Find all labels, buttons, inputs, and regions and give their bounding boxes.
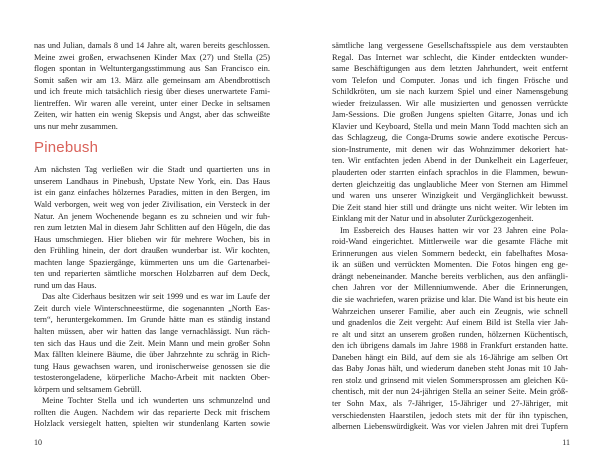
text-line: das Schlagzeug, die Conga-Drums sowie andere exotische Percus-	[332, 133, 568, 143]
text-line: nas und Julian, damals 8 und 14 Jahre alt, waren bereits geschlossen.	[34, 41, 270, 50]
left-page-text	[34, 40, 270, 430]
text-line: Somit saßen wir am 13. März alle gemeinsam am Abendbrottisch	[34, 75, 270, 85]
text-line: re alt und sitzt an unserem großen runden, hölzernen Küchentisch,	[332, 329, 568, 339]
text-line: Max fällten kleinere Bäume, die über Jahrzehnte zu schräg in Rich-	[34, 350, 270, 360]
text-line: verschiedensten Haarstilen, jedoch stets mit der für ihn typischen,	[332, 410, 568, 420]
text-line: rollten die Augen. Nachdem wir das reparierte Deck mit frischem	[34, 407, 270, 417]
text-line: same Beschäftigungen aus dem letzten Jahrhundert, weit entfernt	[332, 64, 568, 74]
text-line: derten gleichzeitig das unglaubliche Meer von Sternen am Himmel	[332, 179, 568, 189]
text-line: chentisch, mit der nun 24-jährigen Stella an seiner Seite. Mein größ-	[332, 387, 568, 397]
text-line: und ich freute mich tatsächlich riesig über dieses unerwartete Fami-	[34, 87, 270, 97]
text-line: Wahrzeichen unserer Familie, aber auch ein Zeugnis, wie schnell	[332, 306, 568, 316]
text-line: ren stolz und grinsend mit vielen Sommersprossen am gleichen Kü-	[332, 375, 568, 385]
text-line: das Baby Jonas hält, und wiederum daneben steht Jonas mit 10 Jah-	[332, 364, 568, 374]
text-line: Jam-Sessions. Die großen Jungens spielten Gitarre, Jonas und ich	[332, 110, 568, 120]
text-line: Das alte Ciderhaus besitzen wir seit 1999 und es war im Laufe der	[42, 292, 270, 302]
text-line: unserem Landhaus in Pinebush, Upstate New York, ein. Das Haus	[34, 176, 270, 186]
paragraph-intro	[34, 40, 270, 132]
text-line: sämtliche lang vergessene Gesellschaftsspiele aus dem verstaubten	[332, 41, 568, 50]
text-line: Einklang mit der Natur und in absoluter Zurückgezogenheit.	[332, 214, 534, 224]
text-line: ten. Wir entfachten jeden Abend in der Dunkelheit ein Lagerfeuer,	[332, 156, 568, 166]
section-heading: Pinebush	[34, 139, 99, 157]
text-line: Holzlack versiegelt hatten, spielten wir stundenlang Karten sowie	[34, 419, 270, 429]
text-line: roid-Wand eingerichtet. Mittlerweile war die gesamte Fläche mit	[332, 237, 568, 247]
text-line: wieder freizulassen. Wir alle musizierten und genossen verrückte	[332, 98, 568, 108]
text-line: ren zum letzten Mal in diesem Jahr Schlitten auf den Hügeln, die das	[34, 223, 270, 233]
text-line: testosterongeladene, körperliche Macho-Arbeit mit nackten Ober-	[34, 373, 270, 383]
text-line: Schildkröten, um sie nach kurzem Spiel und einer Namensgebung	[332, 87, 568, 97]
right-page	[300, 0, 600, 467]
text-line: ten und reparierten sämtliche morschen Holzbarren auf dem Deck,	[34, 269, 270, 279]
text-line: Klavier und Keyboard, Stella und mein Mann Todd machten sich an	[332, 121, 568, 131]
text-line: Natur. An jenem Wochenende begann es zu schneien und wir fuh-	[34, 211, 270, 221]
text-line: rund um das Haus.	[34, 280, 97, 290]
text-line: flogen spontan in Weltuntergangsstimmung aus San Francisco ein.	[34, 64, 270, 74]
text-line: vom Telefon und Computer. Jonas und ich fingen Frösche und	[332, 75, 568, 85]
text-line: Am nächsten Tag verließen wir die Stadt und quartierten uns in	[34, 165, 270, 175]
text-line: Im Essbereich des Hauses hatten wir vor 23 Jahren eine Pola-	[340, 225, 568, 235]
text-line: den ich übrigens damals im Jahre 1988 in Frankfurt erstanden hatte.	[332, 341, 568, 351]
text-line: und waren uns unserer Winzigkeit und Vergänglichkeit bewusst.	[332, 191, 568, 201]
text-line: uns nur mehr zusammen.	[34, 121, 118, 131]
text-line: ten sich das Haus und die Zeit. Mein Mann und mein großer Sohn	[34, 338, 270, 348]
text-line: ter Sohn Max, als 7-Jähriger, 15-Jähriger und 27-Jähriger, mit	[332, 398, 568, 408]
text-line: und gnadenlos die Zeit vergeht: Auf einem Bild ist Stella vier Jah-	[332, 318, 568, 328]
text-line: lientreffen. Wir waren alle vereint, unter einer Decke in seltsamen	[34, 98, 270, 108]
page-number-right: 11	[562, 438, 570, 447]
text-line: Die Zeit stand hier still und drängte uns nicht weiter. Wir lebten im	[332, 202, 568, 212]
text-line: sion-Instrumente, mit denen wir das Wohnzimmer dekoriert hat-	[332, 144, 568, 154]
text-line: Meine zwei großen, erwachsenen Kinder Max (27) und Stella (25)	[34, 52, 270, 62]
text-line: Zeit durch viele Winterschneestürme, die sogenannten „North Eas-	[34, 303, 270, 313]
text-line: Haus umschmiegen. Hier blieben wir für mehrere Wochen, bis in	[34, 234, 270, 244]
text-line: machten lange Spaziergänge, kümmerten uns um die Gartenarbei-	[34, 257, 270, 267]
page-number-left: 10	[34, 438, 42, 447]
text-line: Meine Tochter Stella und ich wunderten uns schmunzelnd und	[42, 396, 270, 406]
text-line: die sie wachriefen, waren präzise und klar. Die Wand ist bis heute ein	[332, 295, 568, 305]
right-page-text	[332, 40, 568, 433]
paragraph-body	[34, 164, 270, 430]
text-line: chen Jahren vor der Millenniumwende. Aber die Erinnerungen,	[332, 283, 568, 293]
text-line: ik an süßen und verrückten Momenten. Die Fotos hingen eng ge-	[332, 260, 568, 270]
text-line: Regal. Das Internet war schlecht, die Kinder entdeckten wunder-	[332, 52, 568, 62]
text-line: tern“, heruntergekommen. Im Grunde hätte man es ständig instand	[34, 315, 270, 325]
text-line: Wald verborgen, weit weg von jeder Zivilisation, ein Versteck in der	[34, 200, 270, 210]
text-line: körpern und seltsamem Gebrüll.	[34, 384, 142, 394]
text-line: den Frühling hinein, der dort draußen wunderbar ist. Wir kochten,	[34, 246, 270, 256]
text-line: plauderten oder starrten einfach sprachlos in die Flammen, bewun-	[332, 168, 568, 178]
text-line: drängt nebeneinander. Manche bereits verblichen, aus den anfängli-	[332, 271, 568, 281]
text-line: Zeiten, wir hatten ein wenig Skepsis und Angst, aber das schweißte	[34, 110, 270, 120]
text-line: ist ein ganz einfaches hölzernes Paradies, mitten in den Bergen, im	[34, 188, 270, 198]
text-line: Erinnerungen aus vielen Sommern bedeckt, ein fabelhaftes Mosa-	[332, 248, 568, 258]
text-line: Daneben hängt ein Bild, auf dem sie als 16-Jährige am selben Ort	[332, 352, 568, 362]
text-line: halten müssen, aber wir hatten das lange vernachlässigt. Nun räch-	[34, 327, 270, 337]
text-line: albernen Liebenswürdigkeit. Was vor vielen Jahren mit drei Tupfern	[332, 422, 568, 432]
text-line: tung Haus gewachsen waren, und ironischerweise genossen sie die	[34, 361, 270, 371]
